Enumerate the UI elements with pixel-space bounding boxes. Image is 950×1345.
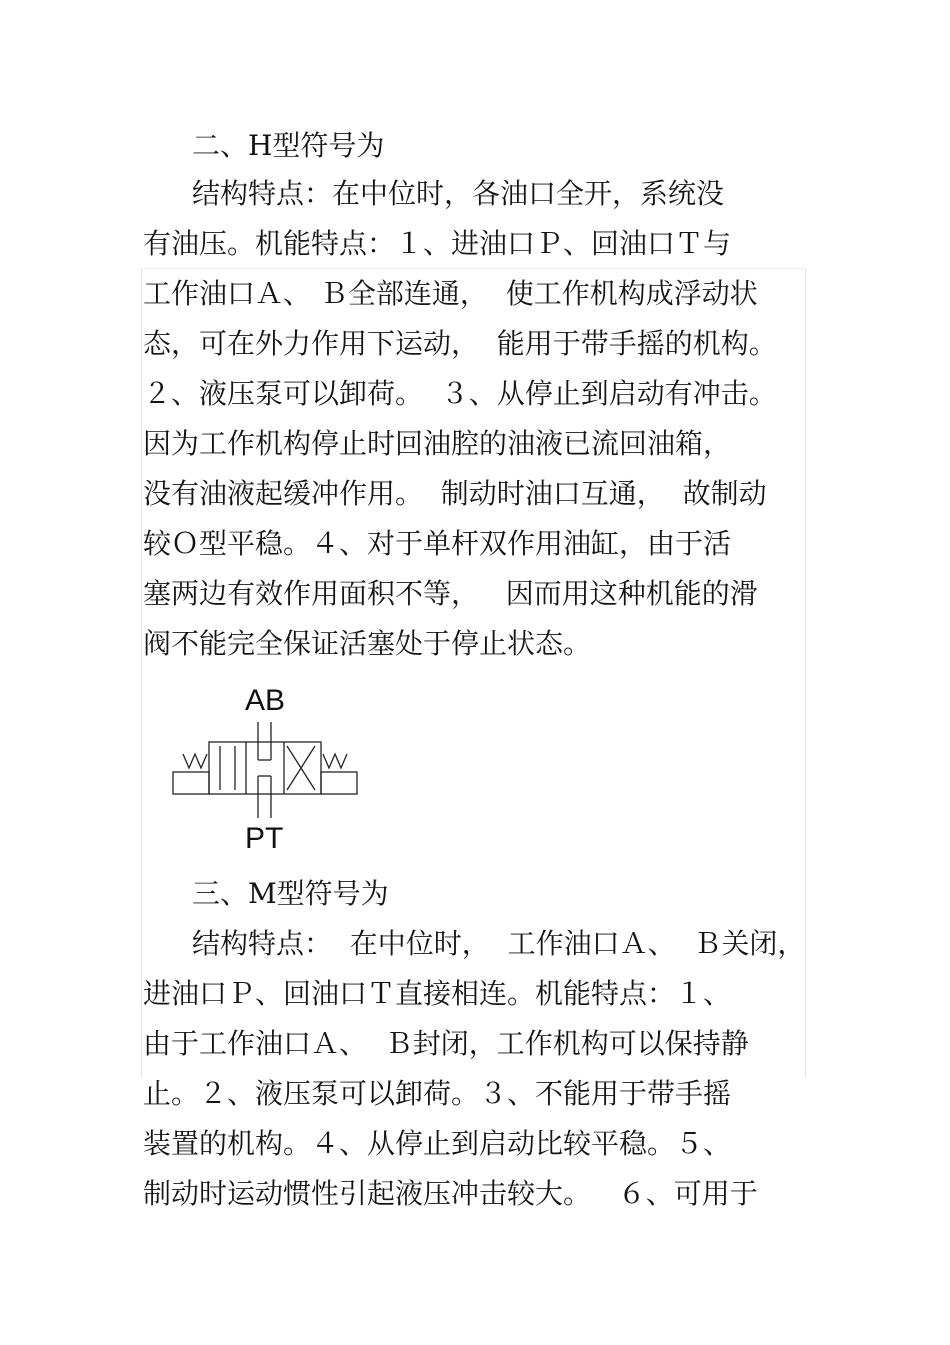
text-line: 装置的机构。４、从停止到启动比较平稳。５、 (143, 1127, 732, 1160)
text-line: 没有油液起缓冲作用。 制动时油口互通， 故制动 (143, 477, 767, 510)
text-line: 结构特点：在中位时，各油口全开，系统没 (192, 177, 725, 210)
text-line: 进油口Ｐ、回油口Ｔ直接相连。机能特点：１、 (143, 977, 732, 1010)
text-line: 二、H型符号为 (192, 129, 385, 162)
text-line: 止。２、液压泵可以卸荷。３、不能用于带手摇 (143, 1077, 732, 1110)
text-line: 有油压。机能特点：１、进油口Ｐ、回油口Ｔ与 (143, 227, 732, 260)
valve-body (173, 722, 357, 818)
text-line: ２、液压泵可以卸荷。 ３、从停止到启动有冲击。 (143, 377, 777, 410)
text-line: 阀不能完全保证活塞处于停止状态。 (143, 627, 592, 660)
text-line: 塞两边有效作用面积不等， 因而用这种机能的滑 (143, 577, 758, 610)
text-line: 工作油口Ａ、 Ｂ全部连通， 使工作机构成浮动状 (143, 277, 758, 310)
h-type-valve-symbol (165, 680, 365, 860)
text-line: 三、M型符号为 (192, 877, 389, 910)
text-line: 结构特点： 在中位时， 工作油口Ａ、 Ｂ关闭， (192, 927, 806, 960)
port-label-pt: PT (245, 822, 284, 855)
port-label-ab: AB (245, 684, 286, 717)
text-line: 因为工作机构停止时回油腔的油液已流回油箱， (143, 427, 732, 460)
text-line: 由于工作油口Ａ、 Ｂ封闭，工作机构可以保持静 (143, 1027, 749, 1060)
text-line: 态，可在外力作用下运动， 能用于带手摇的机构。 (143, 327, 777, 360)
text-line: 制动时运动惯性引起液压冲击较大。 ６、可用于 (143, 1177, 758, 1210)
text-line: 较Ｏ型平稳。４、对于单杆双作用油缸，由于活 (143, 527, 732, 560)
